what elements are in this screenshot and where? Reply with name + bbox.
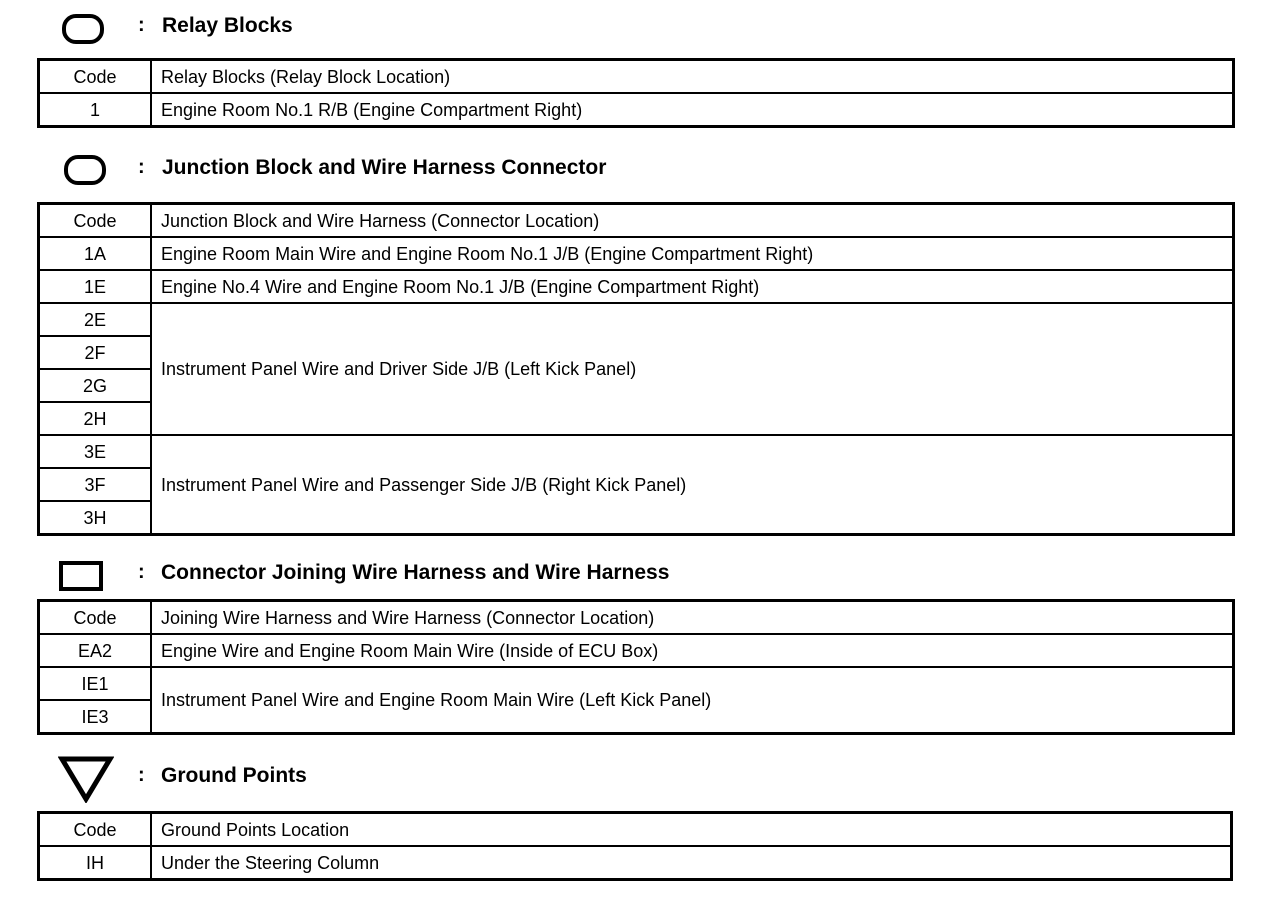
table-row [39,435,1234,468]
row-code: 1A [39,237,152,270]
row-code: 3F [39,468,152,501]
group-desc: Instrument Panel Wire and Engine Room Main Wire (Left Kick Panel) [151,667,1234,734]
row-desc: Engine Room No.1 R/B (Engine Compartment Right) [151,93,1234,127]
row-code: 2G [39,369,152,402]
section-title: Junction Block and Wire Harness Connector [162,156,607,179]
header-code: Code [39,60,152,94]
triangle-down-icon [58,755,114,803]
group-desc: Instrument Panel Wire and Driver Side J/B (Left Kick Panel) [151,303,1234,435]
header-desc: Relay Blocks (Relay Block Location) [151,60,1234,94]
connector-joining-table [37,599,1235,735]
row-code: 2F [39,336,152,369]
junction-block-table [37,202,1235,536]
row-code: IH [39,846,152,880]
row-code: 2E [39,303,152,336]
section-title: Ground Points [161,764,307,787]
row-desc: Engine Room Main Wire and Engine Room No.1 J/B (Engine Compartment Right) [151,237,1234,270]
header-code: Code [39,813,152,847]
relay-blocks-table [37,58,1235,128]
table-header-row [39,601,1234,635]
row-code: 3H [39,501,152,535]
table-row [39,303,1234,336]
row-code: 2H [39,402,152,435]
row-code: IE1 [39,667,152,700]
colon: : [138,156,145,178]
row-code: IE3 [39,700,152,734]
table-header-row [39,813,1232,847]
table-row [39,846,1232,880]
ground-points-table [37,811,1233,881]
table-row [39,93,1234,127]
row-code: 1 [39,93,152,127]
table-row [39,270,1234,303]
rectangle-icon [59,561,103,591]
row-desc: Engine Wire and Engine Room Main Wire (Inside of ECU Box) [151,634,1234,667]
section-title: Connector Joining Wire Harness and Wire Harness [161,561,670,584]
table-row [39,237,1234,270]
row-code: EA2 [39,634,152,667]
table-row [39,634,1234,667]
header-desc: Joining Wire Harness and Wire Harness (Connector Location) [151,601,1234,635]
colon: : [138,764,145,786]
row-code: 3E [39,435,152,468]
header-code: Code [39,204,152,238]
row-desc: Under the Steering Column [151,846,1232,880]
rounded-rect-icon [64,155,106,185]
table-header-row [39,60,1234,94]
header-desc: Junction Block and Wire Harness (Connector Location) [151,204,1234,238]
table-row [39,667,1234,700]
row-code: 1E [39,270,152,303]
rounded-rect-icon [62,14,104,44]
colon: : [138,14,145,36]
table-header-row [39,204,1234,238]
header-code: Code [39,601,152,635]
section-title: Relay Blocks [162,14,293,37]
row-desc: Engine No.4 Wire and Engine Room No.1 J/B (Engine Compartment Right) [151,270,1234,303]
group-desc: Instrument Panel Wire and Passenger Side J/B (Right Kick Panel) [151,435,1234,535]
colon: : [138,561,145,583]
header-desc: Ground Points Location [151,813,1232,847]
